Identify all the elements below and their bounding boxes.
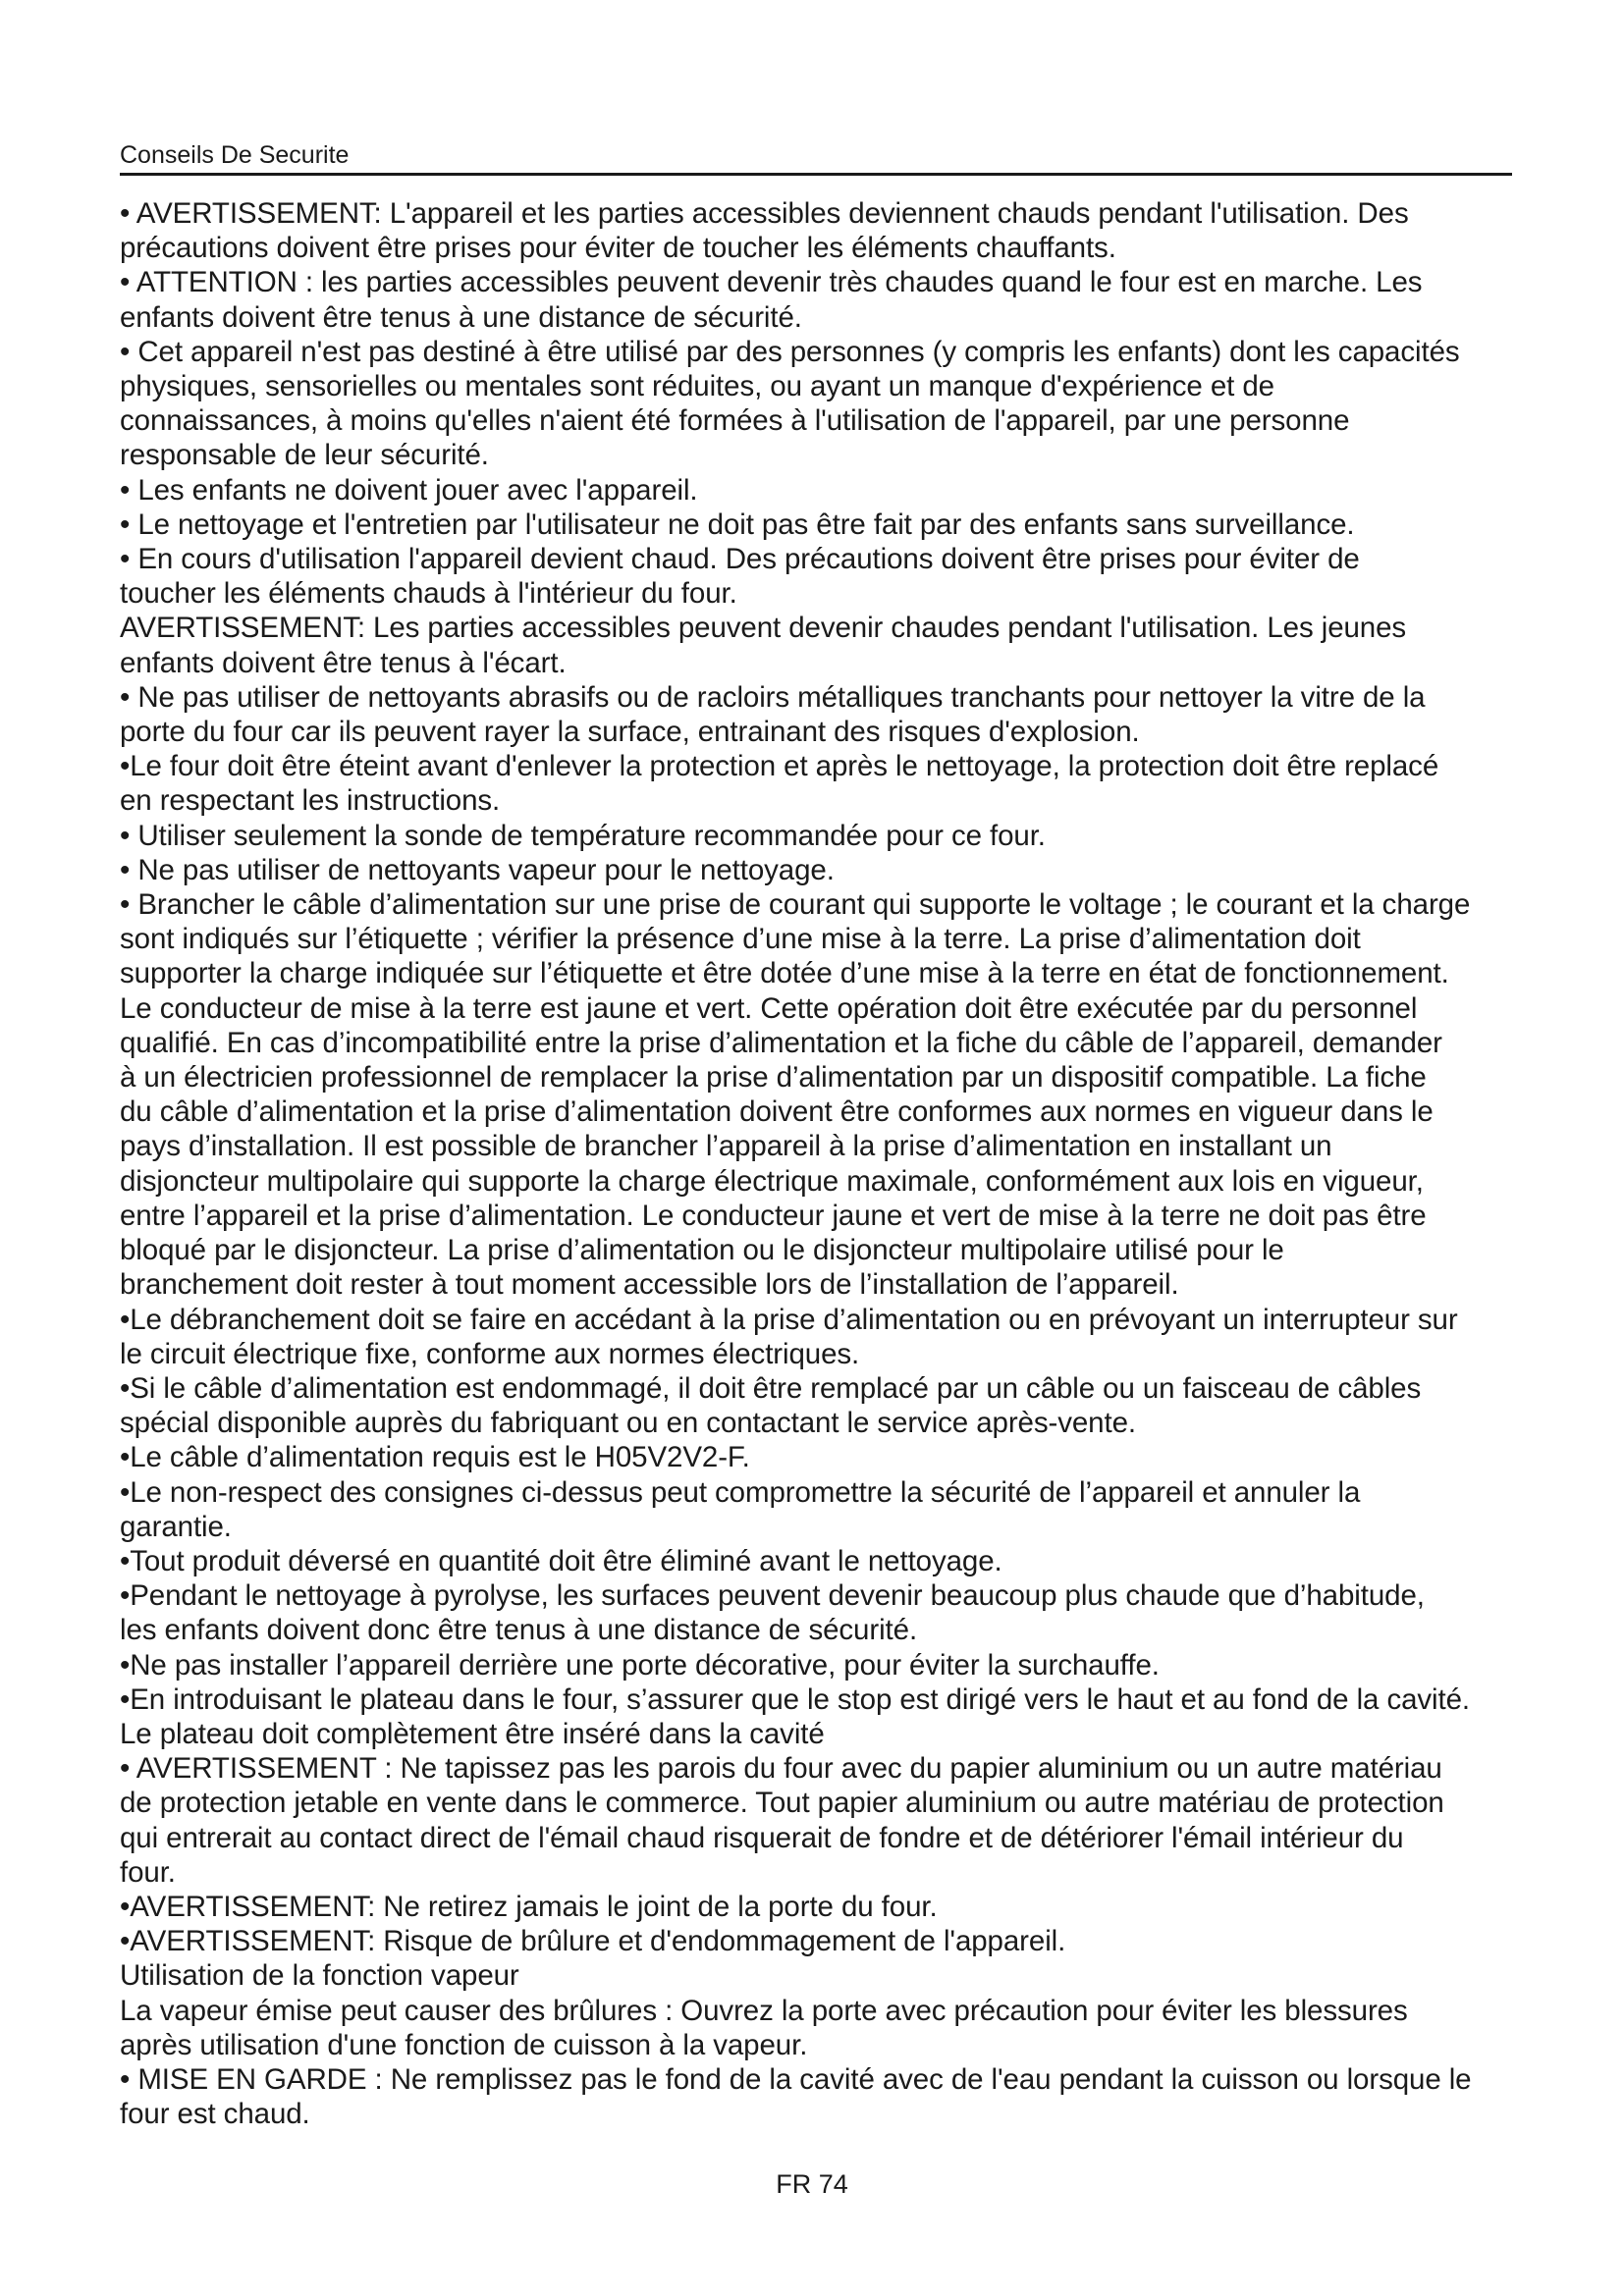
paragraph: • ATTENTION : les parties accessibles peuvent devenir très chaudes quand le four est en marche. Les enfants doivent être tenus à une distance de sécurité.	[120, 266, 1423, 334]
paragraph: • En cours d'utilisation l'appareil devient chaud. Des précautions doivent être prises pour éviter de toucher les éléments chauds à l'intérieur du four.	[120, 543, 1360, 611]
safety-instructions	[120, 196, 1593, 2131]
section-heading: Utilisation de la fonction vapeur	[120, 1959, 519, 1993]
paragraph: La vapeur émise peut causer des brûlures : Ouvrez la porte avec précaution pour éviter les blessures après utilisation d'une fonction de cuisson à la vapeur.	[120, 1994, 1408, 2061]
header-title: Conseils De Securite	[120, 141, 350, 169]
paragraph: • AVERTISSEMENT: L'appareil et les parties accessibles deviennent chauds pendant l'utilisation. Des précautions doivent être prises pour éviter de toucher les éléments chauffants.	[120, 197, 1409, 265]
paragraph: •Tout produit déversé en quantité doit être éliminé avant le nettoyage.	[120, 1544, 1002, 1577]
paragraph: •AVERTISSEMENT: Risque de brûlure et d'endommagement de l'appareil.	[120, 1925, 1066, 1958]
paragraph: •Le débranchement doit se faire en accédant à la prise d’alimentation ou en prévoyant un interrupteur sur le circuit électrique fixe, conforme aux normes électriques.	[120, 1303, 1458, 1370]
paragraph: AVERTISSEMENT: Les parties accessibles peuvent devenir chaudes pendant l'utilisation. Les jeunes enfants doivent être tenus à l'écart.	[120, 612, 1407, 679]
paragraph: • Les enfants ne doivent jouer avec l'appareil.	[120, 473, 698, 507]
paragraph: •Le non-respect des consignes ci-dessus peut compromettre la sécurité de l’appareil et annuler la garantie.	[120, 1475, 1361, 1543]
paragraph: • Ne pas utiliser de nettoyants abrasifs ou de racloirs métalliques tranchants pour nettoyer la vitre de la porte du four car ils peuvent rayer la surface, entrainant des risques d'explosion.	[120, 680, 1426, 749]
page-number: FR 74	[776, 2169, 848, 2199]
paragraph: • Cet appareil n'est pas destiné à être utilisé par des personnes (y compris les enfants) dont les capacités physiques, sensorielles ou mentales sont réduites, ou ayant un manque d'expérience et de connaissances, à moins qu'elles n'aient été formées à l'utilisation de l'appareil, par une personne responsable de leur sécurité.	[120, 335, 1460, 472]
paragraph: • Brancher le câble d’alimentation sur une prise de courant qui supporte le voltage ; le courant et la charge sont indiqués sur l’étiquette ; vérifier la présence d’une mise à la terre. La prise d’alimentation doit supporter la charge indiquée sur l’étiquette et être dotée d’une mise à la terre en état de fonctionnement. Le conducteur de mise à la terre est jaune et vert. Cette opération doit être exécutée par du personnel qualifié. En cas d’incompatibilité entre la prise d’alimentation et la fiche du câble de l’appareil, demander à un électricien professionnel de remplacer la prise d’alimentation par un dispositif compatible. La fiche du câble d’alimentation et la prise d’alimentation doivent être conformes aux normes en vigueur dans le pays d’installation. Il est possible de brancher l’appareil à la prise d’alimentation en installant un disjoncteur multipolaire qui supporte la charge électrique maximale, conformément aux lois en vigueur, entre l’appareil et la prise d’alimentation. Le conducteur jaune et vert de mise à la terre ne doit pas être bloqué par le disjoncteur. La prise d’alimentation ou le disjoncteur multipolaire utilisé pour le branchement doit rester à tout moment accessible lors de l’installation de l’appareil.	[120, 888, 1471, 1302]
paragraph: •AVERTISSEMENT: Ne retirez jamais le joint de la porte du four.	[120, 1890, 938, 1923]
paragraph: •Si le câble d’alimentation est endommagé, il doit être remplacé par un câble ou un faisceau de câbles spécial disponible auprès du fabriquant ou en contactant le service après-vente.	[120, 1371, 1422, 1440]
paragraph: • Utiliser seulement la sonde de température recommandée pour ce four.	[120, 819, 1046, 852]
paragraph: • Ne pas utiliser de nettoyants vapeur pour le nettoyage.	[120, 853, 835, 886]
paragraph: •Le four doit être éteint avant d'enlever la protection et après le nettoyage, la protection doit être replacé en respectant les instructions.	[120, 750, 1439, 818]
paragraph: •Le câble d’alimentation requis est le H05V2V2-F.	[120, 1441, 750, 1474]
page-header	[120, 135, 1512, 176]
paragraph: • AVERTISSEMENT : Ne tapissez pas les parois du four avec du papier aluminium ou un autre matériau de protection jetable en vente dans le commerce. Tout papier aluminium ou autre matériau de protection qui entrerait au contact direct de l'émail chaud risquerait de fondre et de détériorer l'émail intérieur du four.	[120, 1752, 1444, 1889]
paragraph: •Ne pas installer l’appareil derrière une porte décorative, pour éviter la surchauffe.	[120, 1648, 1160, 1682]
paragraph: •Pendant le nettoyage à pyrolyse, les surfaces peuvent devenir beaucoup plus chaude que d’habitude, les enfants doivent donc être tenus à une distance de sécurité.	[120, 1579, 1425, 1647]
paragraph: •En introduisant le plateau dans le four, s’assurer que le stop est dirigé vers le haut et au fond de la cavité. Le plateau doit complètement être inséré dans la cavité	[120, 1682, 1470, 1750]
paragraph: • MISE EN GARDE : Ne remplissez pas le fond de la cavité avec de l'eau pendant la cuisson ou lorsque le four est chaud.	[120, 2062, 1472, 2131]
paragraph: • Le nettoyage et l'entretien par l'utilisateur ne doit pas être fait par des enfants sans surveillance.	[120, 507, 1355, 541]
